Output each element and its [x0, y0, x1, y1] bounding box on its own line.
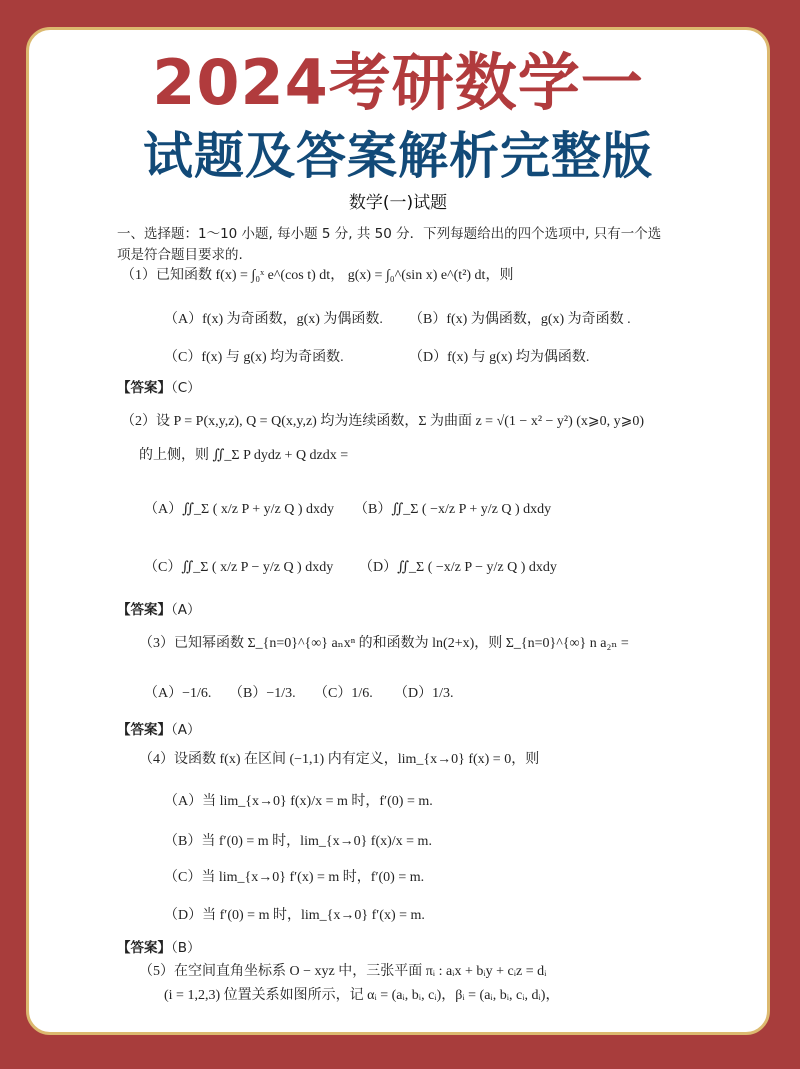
question-1-option-a: [164, 308, 383, 328]
option-text: ∬_Σ ( −x/z P − y/z Q ) dxdy: [397, 560, 557, 575]
question-1-answer: [117, 376, 201, 396]
option-text: 当 f′(0) = m 时，lim_{x→0} f(x)/x = m.: [201, 834, 432, 849]
option-label: （A）: [144, 502, 183, 517]
answer-label: 【答案】: [117, 380, 171, 396]
question-text: 设 P = P(x,y,z), Q = Q(x,y,z) 均为连续函数，Σ 为曲面 z = √(1 − x² − y²) (x⩾0, y⩾0): [156, 414, 645, 429]
question-5-stem-line1: [139, 960, 546, 980]
option-label: （C）: [164, 870, 202, 885]
question-1-stem: [121, 264, 513, 284]
question-number: （4）: [139, 752, 174, 767]
answer-label: 【答案】: [117, 602, 171, 618]
option-text: f(x) 为偶函数，g(x) 为奇函数 .: [446, 312, 631, 327]
option-text: 1/3.: [432, 686, 454, 701]
option-text: f(x) 为奇函数，g(x) 为偶函数.: [202, 312, 383, 327]
question-4-option-d: [164, 904, 425, 924]
question-3-option-b: [229, 682, 296, 702]
option-text: ∬_Σ ( x/z P − y/z Q ) dxdy: [181, 560, 334, 575]
option-label: （C）: [164, 350, 202, 365]
question-4-answer: [117, 936, 201, 956]
question-3-option-c: [314, 682, 373, 702]
page-title: 2024考研数学一: [152, 46, 644, 119]
question-3-option-d: [394, 682, 454, 702]
option-label: （B）: [229, 686, 267, 701]
option-label: （B）: [354, 502, 392, 517]
option-label: （D）: [409, 350, 448, 365]
question-4-option-a: [164, 790, 433, 810]
question-5-stem-line2: (i = 1,2,3) 位置关系如图所示，记 αᵢ = (aᵢ, bᵢ, cᵢ)，βᵢ = (aᵢ, bᵢ, cᵢ, dᵢ)，: [164, 988, 560, 1003]
option-text: f(x) 与 g(x) 均为奇函数.: [201, 350, 344, 365]
question-2-stem-line2: 的上侧，则 ∬_Σ P dydz + Q dzdx =: [139, 448, 349, 463]
option-label: （D）: [359, 560, 398, 575]
question-1-option-d: [409, 346, 589, 366]
answer-label: 【答案】: [117, 722, 171, 738]
question-number: （3）: [139, 636, 174, 651]
answer-value: （A）: [171, 722, 201, 738]
answer-value: （C）: [171, 380, 201, 396]
option-text: ∬_Σ ( x/z P + y/z Q ) dxdy: [182, 502, 334, 517]
question-2-option-d: [359, 556, 557, 576]
section-intro-line1: 一、选择题：1～10 小题, 每小题 5 分, 共 50 分．下列每题给出的四个选项中, 只有一个选: [117, 226, 662, 242]
question-4-stem: [139, 748, 539, 768]
option-label: （B）: [409, 312, 447, 327]
answer-value: （A）: [171, 602, 201, 618]
option-label: （C）: [144, 560, 182, 575]
question-number: （5）: [139, 964, 174, 979]
option-text: −1/3.: [266, 686, 296, 701]
question-number: （1）: [121, 268, 156, 283]
question-1-option-c: [164, 346, 344, 366]
option-text: 当 f′(0) = m 时，lim_{x→0} f′(x) = m.: [202, 908, 425, 923]
option-text: f(x) 与 g(x) 均为偶函数.: [447, 350, 590, 365]
section-intro-line2: 项是符合题目要求的.: [117, 247, 243, 263]
option-text: ∬_Σ ( −x/z P + y/z Q ) dxdy: [391, 502, 552, 517]
option-label: （D）: [164, 908, 203, 923]
question-3-option-a: [144, 682, 211, 702]
answer-label: 【答案】: [117, 940, 171, 956]
question-2-option-c: [144, 556, 333, 576]
question-text: 设函数 f(x) 在区间 (−1,1) 内有定义，lim_{x→0} f(x) = 0，则: [174, 752, 540, 767]
question-number: （2）: [121, 414, 156, 429]
question-4-option-c: [164, 866, 424, 886]
question-2-stem-line1: [121, 410, 644, 430]
question-2-answer: [117, 598, 201, 618]
option-text: −1/6.: [182, 686, 212, 701]
option-text: 当 lim_{x→0} f′(x) = m 时，f′(0) = m.: [201, 870, 425, 885]
question-3-stem: [139, 632, 629, 652]
exam-section-title: 数学(一)试题: [348, 193, 448, 213]
option-label: （A）: [144, 686, 183, 701]
question-text: 已知幂函数 Σ_{n=0}^{∞} aₙxⁿ 的和函数为 ln(2+x)，则 Σ_{n=0}^{∞} n a₂ₙ =: [174, 636, 629, 651]
page-subtitle-banner: 试题及答案解析完整版: [143, 127, 653, 185]
answer-value: （B）: [171, 940, 201, 956]
question-2-option-b: [354, 498, 551, 518]
question-text: 在空间直角坐标系 O − xyz 中，三张平面 πᵢ : aᵢx + bᵢy + cᵢz = dᵢ: [174, 964, 547, 979]
option-text: 当 lim_{x→0} f(x)/x = m 时，f′(0) = m.: [202, 794, 433, 809]
option-label: （A）: [164, 794, 203, 809]
exam-page-card: [26, 27, 770, 1035]
option-label: （B）: [164, 834, 202, 849]
question-1-option-b: [409, 308, 631, 328]
question-2-option-a: [144, 498, 334, 518]
question-3-answer: [117, 718, 201, 738]
option-label: （C）: [314, 686, 352, 701]
option-text: 1/6.: [351, 686, 373, 701]
option-label: （D）: [394, 686, 433, 701]
question-text: 已知函数 f(x) = ∫₀ˣ e^(cos t) dt， g(x) = ∫₀^(sin x) e^(t²) dt，则: [156, 268, 514, 283]
option-label: （A）: [164, 312, 203, 327]
question-4-option-b: [164, 830, 432, 850]
